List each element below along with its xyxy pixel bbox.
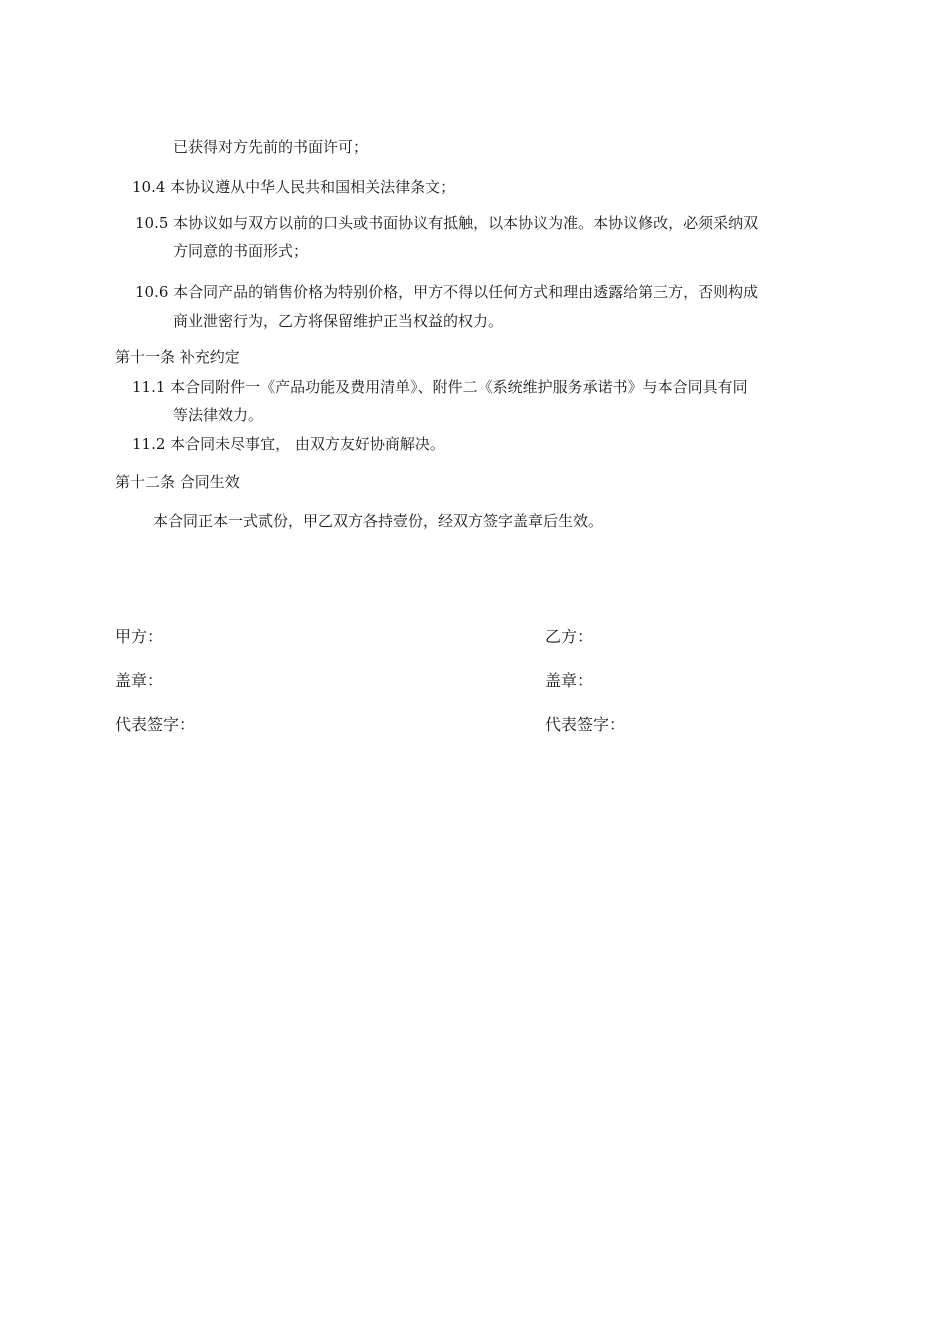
- clause-11-1-line-1: 11.1 本合同附件一《产品功能及费用清单》、附件二《系统维护服务承诺书》与本合同具有同: [132, 378, 748, 396]
- party-a-seal-label: 盖章：: [115, 671, 164, 690]
- clause-10-5-line-2: 方同意的书面形式；: [173, 242, 309, 260]
- clause-11-2: 11.2 本合同未尽事宜， 由双方友好协商解决。: [132, 435, 445, 453]
- party-a-label: 甲方：: [115, 627, 164, 646]
- party-a-representative-label: 代表签字：: [115, 715, 196, 734]
- clause-10-6-line-1: 10.6 本合同产品的销售价格为特别价格，甲方不得以任何方式和理由透露给第三方，否则构成: [135, 283, 759, 301]
- article-11-heading: 第十一条 补充约定: [115, 348, 240, 366]
- party-b-seal-label: 盖章：: [545, 671, 594, 690]
- clause-10-5-line-1: 10.5 本协议如与双方以前的口头或书面协议有抵触，以本协议为准。本协议修改，必须采纳双: [135, 214, 759, 232]
- clause-10-3-continuation: 已获得对方先前的书面许可；: [173, 138, 369, 156]
- article-12-body: 本合同正本一式贰份，甲乙双方各持壹份，经双方签字盖章后生效。: [153, 512, 604, 530]
- party-b-representative-label: 代表签字：: [545, 715, 626, 734]
- clause-11-1-line-2: 等法律效力。: [173, 406, 264, 424]
- party-b-label: 乙方：: [545, 627, 594, 646]
- clause-10-4: 10.4 本协议遵从中华人民共和国相关法律条文；: [132, 178, 456, 196]
- clause-10-6-line-2: 商业泄密行为，乙方将保留维护正当权益的权力。: [173, 312, 504, 330]
- article-12-heading: 第十二条 合同生效: [115, 473, 240, 491]
